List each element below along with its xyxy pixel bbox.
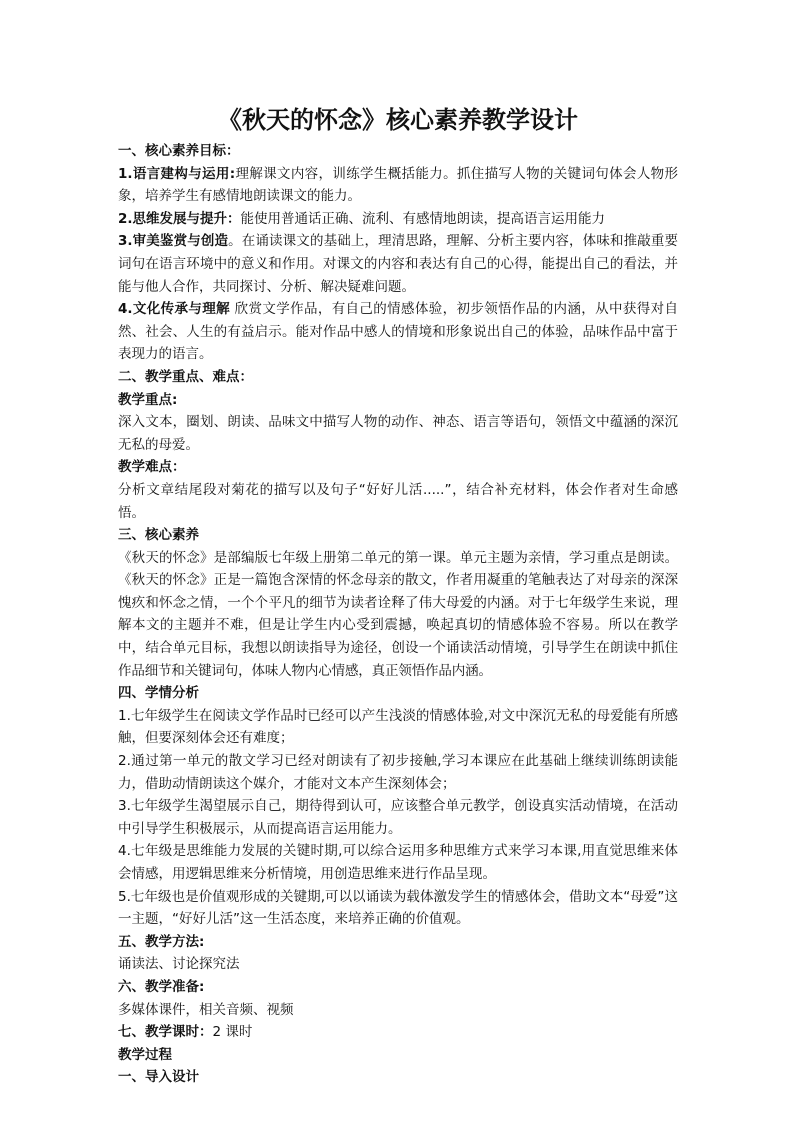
- section-heading-learner-analysis: 四、学情分析: [118, 685, 199, 702]
- document-page: [118, 100, 678, 1089]
- preparation-text: 多媒体课件，相关音频、视频: [118, 1001, 294, 1018]
- class-hours-line: [118, 1021, 678, 1044]
- section-heading-intro: 一、导入设计: [118, 1069, 199, 1086]
- section-heading-goals: 一、核心素养目标：: [118, 143, 240, 159]
- learner-item-1: 1.七年级学生在阅读文学作品时已经可以产生浅淡的情感体验,对文中深沉无私的母爱能有所感触，但要深刻体会还有难度；: [118, 707, 678, 747]
- section-heading-methods: 五、教学方法:: [118, 933, 205, 950]
- goal-text: 能使用普通话正确、流利、有感情地朗读，提高语言运用能力: [240, 210, 606, 227]
- class-hours-label: 七、教学课时：: [118, 1024, 213, 1041]
- section-heading-key-points: 二、教学重点、难点：: [118, 368, 253, 385]
- learner-item-4: 4.七年级是思维能力发展的关键时期,可以综合运用多种思维方式来学习本课,用直觉思维来体会情感，用逻辑思维来分析情境，用创造思维来进行作品呈现。: [118, 843, 678, 882]
- goal-label: 1.语言建构与运用:: [118, 165, 236, 182]
- section-heading-preparation: 六、教学准备:: [118, 978, 205, 995]
- document-title: 《秋天的怀念》核心素养教学设计: [218, 106, 578, 134]
- key-point-label: 教学重点:: [118, 391, 178, 408]
- learner-item-2: 2.通过第一单元的散文学习已经对朗读有了初步接触,学习本课应在此基础上继续训练朗读能力，借助动情朗读这个媒介，才能对文本产生深刻体会；: [118, 753, 678, 792]
- learner-item-5: 5.七年级也是价值观形成的关键期,可以以诵读为载体激发学生的情感体会，借助文本“母爱”这一主题，“好好儿活”这一生活态度，来培养正确的价值观。: [118, 888, 678, 928]
- goal-text: 理解课文内容，训练学生概括能力。抓住描写人物的关键词句体会人物形象，培养学生有感情地朗读课文的能力。: [118, 165, 679, 205]
- learner-item-3: 3.七年级学生渴望展示自己，期待得到认可，应该整合单元教学，创设真实活动情境，在活动中引导学生积极展示，从而提高语言运用能力。: [118, 798, 678, 837]
- difficulty-text: 分析文章结尾段对菊花的描写以及句子“好好儿活.....”，结合补充材料，体会作者对生命感悟。: [118, 481, 678, 521]
- goal-item-1: [118, 163, 678, 208]
- core-literacy-text: 《秋天的怀念》是部编版七年级上册第二单元的第一课。单元主题为亲情，学习重点是朗读。《秋天的怀念》正是一篇饱含深情的怀念母亲的散文，作者用凝重的笔触表达了对母亲的深深愧疚和怀念之情，一个个平凡的细节为读者诠释了伟大母爱的内涵。对于七年级学生来说，理解本文的主题并不难，但是让学生内心受到震撼，唤起真切的情感体验不容易。所以在教学中，结合单元目标，我想以朗读指导为途径，创设一个诵读活动情境，引导学生在朗读中抓住作品细节和关键词句，体味人物内心情感，真正领悟作品内涵。: [118, 549, 678, 679]
- goal-text: 欣赏文学作品，有自己的情感体验，初步领悟作品的内涵，从中获得对自然、社会、人生的有益启示。能对作品中感人的情境和形象说出自己的体验，品味作品中富于表现力的语言。: [118, 301, 678, 363]
- goal-item-3: [118, 230, 678, 298]
- goal-text: 。在诵读课文的基础上，理清思路，理解、分析主要内容，体味和推敲重要词句在语言环境中的意义和作用。对课文的内容和表达有自己的心得，能提出自己的看法，并能与他人合作，共同探讨、分析、解决疑难问题。: [118, 233, 678, 295]
- teaching-process-heading: 教学过程: [118, 1046, 172, 1063]
- goal-item-2: [118, 208, 678, 231]
- goal-label: 4.文化传承与理解: [118, 301, 230, 318]
- goal-label: 2.思维发展与提升：: [118, 210, 241, 227]
- key-point-text: 深入文本，圈划、朗读、品味文中描写人物的动作、神态、语言等语句，领悟文中蕴涵的深沉无私的母爱。: [118, 414, 678, 453]
- goal-label: 3.审美鉴赏与创造: [118, 233, 229, 250]
- section-heading-core-literacy: 三、核心素养: [118, 527, 199, 544]
- methods-text: 诵读法、讨论探究法: [118, 956, 240, 973]
- difficulty-label: 教学难点：: [118, 459, 186, 476]
- class-hours-value: 2 课时: [212, 1024, 253, 1041]
- goal-item-4: [118, 298, 678, 366]
